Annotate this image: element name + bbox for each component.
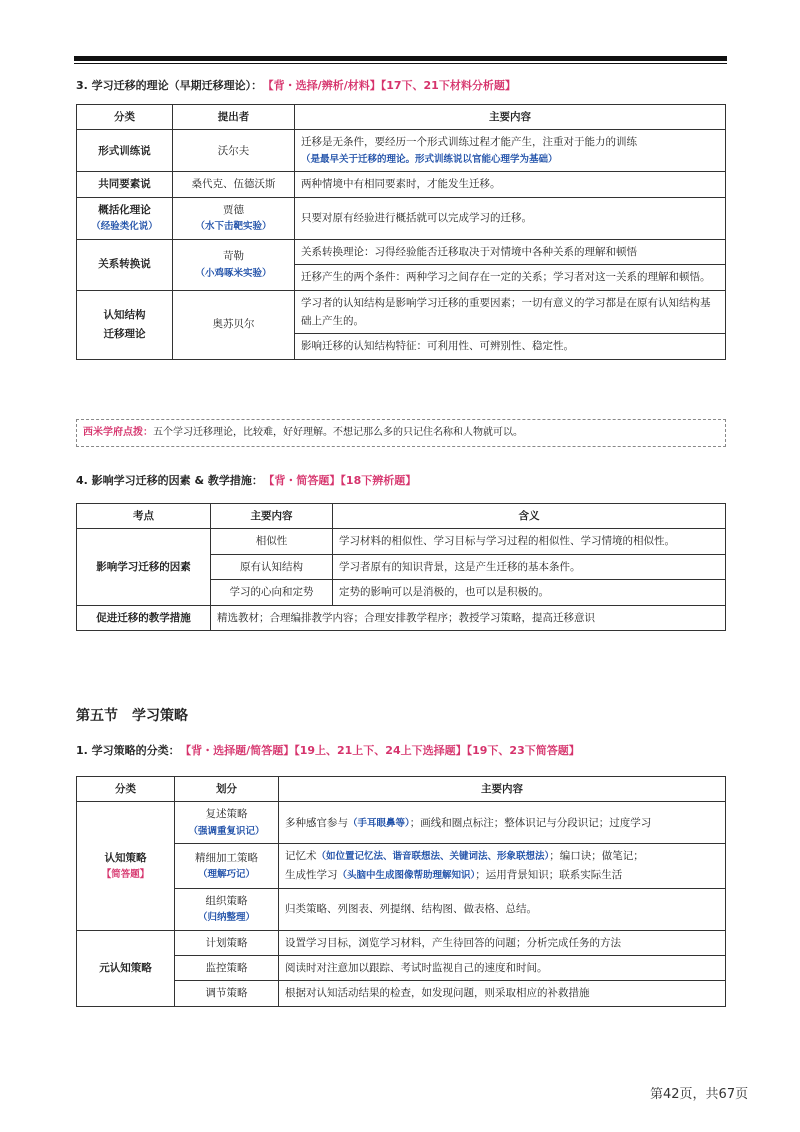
table-row: 原有认知结构 学习者原有的知识背景，这是产生迁移的基本条件。 xyxy=(77,554,726,579)
table-row: 共同要素说 桑代克、伍德沃斯 两种情境中有相同要素时，才能发生迁移。 xyxy=(77,172,726,197)
table-row: 元认知策略 计划策略 设置学习目标，浏览学习材料，产生待回答的问题；分析完成任务的方法 xyxy=(77,930,726,955)
table-row: 监控策略 阅读时对注意加以跟踪、考试时监视自己的速度和时间。 xyxy=(77,956,726,981)
table-row: 影响学习迁移的因素 相似性 学习材料的相似性、学习目标与学习过程的相似性、学习情境的相似性。 xyxy=(77,529,726,554)
section-5-title: 第五节 学习策略 xyxy=(76,708,188,724)
top-rule-thin xyxy=(74,63,727,64)
section-3-heading: 3. 学习迁移的理论（早期迁移理论）： 【背・选择/辨析/材料】【17下、21下材料分析题】 xyxy=(76,79,516,92)
table-row: 关系转换说 苛勒 （小鸡啄米实验） 关系转换理论：习得经验能否迁移取决于对情境中各种关系的理解和顿悟 xyxy=(77,239,726,264)
top-rule xyxy=(74,56,727,61)
table-row: 调节策略 根据对认知活动结果的检查，如发现问题，则采取相应的补救措施 xyxy=(77,981,726,1006)
table-row: 组织策略 （归纳整理） 归类策略、列图表、列提纲、结构图、做表格、总结。 xyxy=(77,888,726,930)
tip-note: 西米学府点拨：五个学习迁移理论，比较难，好好理解。不想记那么多的只记住名称和人物就可以。 xyxy=(76,419,726,447)
table-row: 学习的心向和定势 定势的影响可以是消极的，也可以是积极的。 xyxy=(77,580,726,605)
table-row: 概括化理论 （经验类化说） 贾德 （水下击靶实验） 只要对原有经验进行概括就可以完成学习的迁移。 xyxy=(77,197,726,239)
section-5-1-heading: 1. 学习策略的分类： 【背・选择题/简答题】【19上、21上下、24上下选择题】【19下、23下简答题】 xyxy=(76,744,580,757)
page-number: 第42页，共67页 xyxy=(650,1087,749,1102)
transfer-theory-table: 分类 提出者 主要内容 形式训练说 沃尔夫 迁移是无条件，要经历一个形式训练过程才能产生，注重对于能力的训练 （是最早关于迁移的理论。形式训练说以官能心理学为基础） 共同要素说 桑代克、伍德沃斯 两种情境中有相同要素时，才能发生迁移。 概括化理论 （经验类化说） 贾德 （水下击靶实验） 只要对原有经验进行概括就可以完成学习的迁移。 关系转换说 苛勒 （小鸡啄米实验） 关系转换理论：习得经验能否迁移取决于对情境中各种关系的理解和顿悟 迁移产生的两个条件：两种学习之间存在一定的关系；学习者对这一关系的理解和顿悟。 认知结构 迁移理论 奥苏贝尔 学习者的认知结构是影响学习迁移的重要因素；一切有意义的学习都是在原有认知结构基础上产生的。 影响迁移的认知结构特征：可利用性、可辨别性、稳定性。 xyxy=(76,104,726,360)
table-row: 形式训练说 沃尔夫 迁移是无条件，要经历一个形式训练过程才能产生，注重对于能力的训练 （是最早关于迁移的理论。形式训练说以官能心理学为基础） xyxy=(77,130,726,172)
table-row: 促进迁移的教学措施 精选教材；合理编排教学内容；合理安排教学程序；教授学习策略，提高迁移意识 xyxy=(77,605,726,630)
table-row: 认知结构 迁移理论 奥苏贝尔 学习者的认知结构是影响学习迁移的重要因素；一切有意义的学习都是在原有认知结构基础上产生的。 xyxy=(77,290,726,334)
table-row: 精细加工策略 （理解巧记） 记忆术（如位置记忆法、谐音联想法、关键词法、形象联想法）；编口诀；做笔记； 生成性学习（头脑中生成图像帮助理解知识）；运用背景知识；联系实际生活 xyxy=(77,844,726,888)
table-row: 认知策略 【简答题】 复述策略 （强调重复识记） 多种感官参与（手耳眼鼻等）；画线和圈点标注；整体识记与分段识记；过度学习 xyxy=(77,802,726,844)
transfer-factors-table: 考点 主要内容 含义 影响学习迁移的因素 相似性 学习材料的相似性、学习目标与学习过程的相似性、学习情境的相似性。 原有认知结构 学习者原有的知识背景，这是产生迁移的基本条件。 学习的心向和定势 定势的影响可以是消极的，也可以是积极的。 促进迁移的教学措施 精选教材；合理编排教学内容；合理安排教学程序；教授学习策略，提高迁移意识 xyxy=(76,503,726,631)
section-4-heading: 4. 影响学习迁移的因素 & 教学措施： 【背・简答题】【18下辨析题】 xyxy=(76,474,417,487)
learning-strategy-table: 分类 划分 主要内容 认知策略 【简答题】 复述策略 （强调重复识记） 多种感官参与（手耳眼鼻等）；画线和圈点标注；整体识记与分段识记；过度学习 精细加工策略 （理解巧记） 记忆术（如位置记忆法、谐音联想法、关键词法、形象联想法）；编口诀；做笔记； 生成性学习（头脑中生成图像帮助理解知识）；运用背景知识；联系实际生活 组织策略 （归纳整理） 归类策略、列图表、列提纲、结构图、做表格、总结。 元认知策略 计划策略 设置学习目标，浏览学习材料，产生待回答的问题；分析完成任务的方法 监控策略 阅读时对注意加以跟踪、考试时监视自己的速度和时间。 调节策略 根据对认知活动结果的检查，如发现问题，则采取相应的补救措施 xyxy=(76,776,726,1007)
